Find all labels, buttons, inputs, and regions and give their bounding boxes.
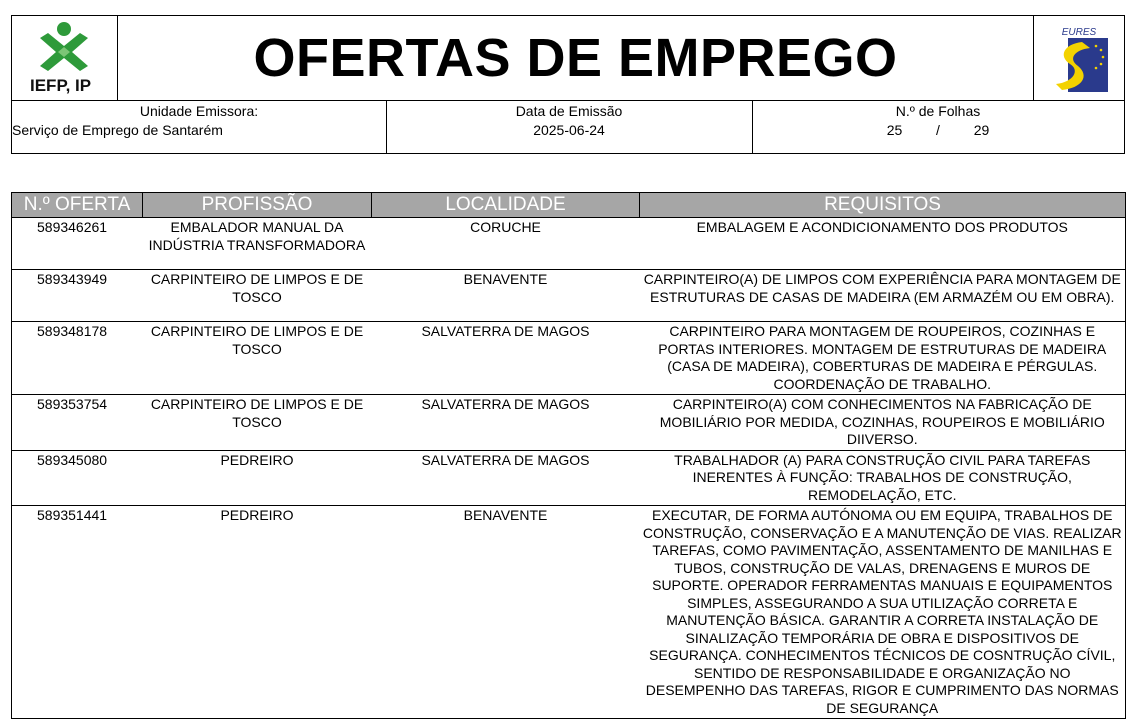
- requirements: EXECUTAR, DE FORMA AUTÓNOMA OU EM EQUIPA, TRABALHOS DE CONSTRUÇÃO, CONSERVAÇÃO E A MANUTENÇÃO DE VIAS. REALIZAR TAREFAS, COMO PAVIMENTAÇÃO, ASSENTAMENTO DE MANILHAS E TUBOS, CONSTRUÇÃO DE VALAS, DRENAGENS E MUROS DE SUPORTE. OPERADOR FERRAMENTAS MANUAIS E EQUIPAMENTOS SIMPLES, ASSEGURANDO A SUA UTILIZAÇÃO CORRETA E MANUTENÇÃO BÁSICA. GARANTIR A CORRETA INSTALAÇÃO DE SINALIZAÇÃO TEMPORÁRIA DE OBRA E DISPOSITIVOS DE SEGURANÇA. CONHECIMENTOS TÉCNICOS DE COSNTRUÇÃO CÍVIL, SENTIDO DE RESPONSABILIDADE E ORGANIZAÇÃO NO DESEMPENHO DAS TAREFAS, RIGOR E CUMPRIMENTO DAS NORMAS DE SEGURANÇA: [640, 506, 1126, 719]
- column-header-localidade: LOCALIDADE: [372, 193, 640, 218]
- eures-logo-text: EURES: [1061, 27, 1097, 38]
- profession: PEDREIRO: [143, 450, 372, 506]
- page-title: OFERTAS DE EMPREGO: [253, 28, 898, 88]
- iefp-logo: [12, 16, 118, 100]
- requirements: CARPINTEIRO(A) COM CONHECIMENTOS NA FABRICAÇÃO DE MOBILIÁRIO POR MEDIDA, COZINHAS, ROUPEIROS E MOBILIÁRIO DIIVERSO.: [640, 395, 1126, 451]
- profession: CARPINTEIRO DE LIMPOS E DE TOSCO: [143, 395, 372, 451]
- table-header-row: [12, 193, 1126, 218]
- offer-number: 589346261: [12, 218, 143, 270]
- eures-logo: [1033, 16, 1124, 100]
- table-row: [12, 270, 1126, 322]
- table-row: [12, 395, 1126, 451]
- sheet-count-label: N.º de Folhas: [895, 103, 981, 119]
- profession: CARPINTEIRO DE LIMPOS E DE TOSCO: [143, 322, 372, 395]
- issue-date-label: Data de Emissão: [515, 103, 623, 119]
- offer-number: 589343949: [12, 270, 143, 322]
- current-sheet: 25: [886, 122, 903, 138]
- total-sheets: 29: [973, 122, 990, 138]
- offer-number: 589348178: [12, 322, 143, 395]
- requirements: EMBALAGEM E ACONDICIONAMENTO DOS PRODUTOS: [640, 218, 1126, 270]
- issuing-unit-value: Serviço de Emprego de Santarém: [12, 122, 223, 138]
- profession: PEDREIRO: [143, 506, 372, 719]
- offer-number: 589345080: [12, 450, 143, 506]
- profession: EMBALADOR MANUAL DA INDÚSTRIA TRANSFORMADORA: [143, 218, 372, 270]
- requirements: CARPINTEIRO(A) DE LIMPOS COM EXPERIÊNCIA PARA MONTAGEM DE ESTRUTURAS DE CASAS DE MADEIRA (EM ARMAZÉM OU EM OBRA).: [640, 270, 1126, 322]
- table-row: [12, 506, 1126, 719]
- location: SALVATERRA DE MAGOS: [372, 450, 640, 506]
- column-header-profissao: PROFISSÃO: [143, 193, 372, 218]
- requirements: CARPINTEIRO PARA MONTAGEM DE ROUPEIROS, COZINHAS E PORTAS INTERIORES. MONTAGEM DE ESTRUTURAS DE MADEIRA (CASA DE MADEIRA), COBERTURAS DE MADEIRA E PÉRGULAS. COORDENAÇÃO DE TRABALHO.: [640, 322, 1126, 395]
- location: CORUCHE: [372, 218, 640, 270]
- location: BENAVENTE: [372, 506, 640, 719]
- location: SALVATERRA DE MAGOS: [372, 322, 640, 395]
- issuing-unit-cell: [12, 101, 387, 153]
- issue-date-value: 2025-06-24: [533, 122, 605, 138]
- requirements: TRABALHADOR (A) PARA CONSTRUÇÃO CIVIL PARA TAREFAS INERENTES À FUNÇÃO: TRABALHOS DE CONSTRUÇÃO, REMODELAÇÃO, ETC.: [640, 450, 1126, 506]
- table-row: [12, 450, 1126, 506]
- sheet-count-value: [752, 122, 1124, 138]
- issue-date-cell: [386, 101, 753, 153]
- profession: CARPINTEIRO DE LIMPOS E DE TOSCO: [143, 270, 372, 322]
- job-offers-table: [11, 192, 1126, 719]
- eures-emblem-icon: [1034, 16, 1124, 100]
- location: SALVATERRA DE MAGOS: [372, 395, 640, 451]
- iefp-logo-text: IEFP, IP: [30, 76, 92, 95]
- table-row: [12, 218, 1126, 270]
- iefp-emblem-icon: [12, 16, 117, 78]
- sheet-separator: /: [936, 122, 940, 138]
- column-header-requisitos: REQUISITOS: [640, 193, 1126, 218]
- issue-info-row: [11, 100, 1125, 154]
- sheet-count-cell: [752, 101, 1124, 153]
- offer-number: 589353754: [12, 395, 143, 451]
- column-header-oferta: N.º OFERTA: [12, 193, 143, 218]
- table-row: [12, 322, 1126, 395]
- issuing-unit-label: Unidade Emissora:: [139, 103, 259, 119]
- location: BENAVENTE: [372, 270, 640, 322]
- offer-number: 589351441: [12, 506, 143, 719]
- document-header: [11, 15, 1125, 101]
